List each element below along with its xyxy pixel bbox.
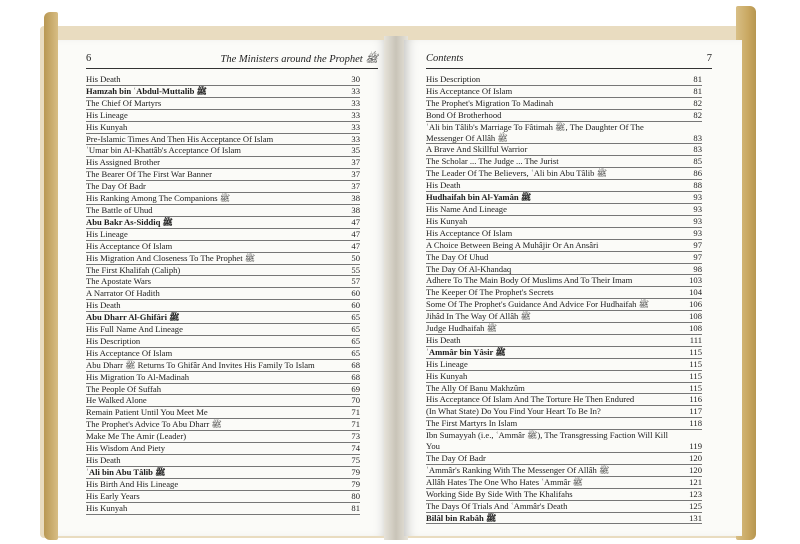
toc-entry-row — [86, 372, 360, 384]
toc-entry-title: The Day Of Al-Khandaq — [426, 263, 512, 274]
toc-entry-row — [86, 276, 360, 288]
toc-entry-title: His Acceptance Of Islam — [86, 347, 173, 358]
toc-entry-row — [86, 336, 360, 348]
toc-entry-page-number: 82 — [693, 97, 702, 108]
right-toc-list — [426, 74, 702, 524]
toc-entry-title: The Bearer Of The First War Banner — [86, 169, 212, 180]
toc-entry-page-number: 81 — [351, 502, 360, 513]
toc-entry-page-number: 118 — [689, 418, 702, 429]
toc-entry-page-number: 37 — [351, 181, 360, 192]
toc-entry-page-number: 93 — [693, 203, 702, 214]
book-cover-left-edge — [44, 12, 58, 540]
toc-entry-page-number: 33 — [351, 97, 360, 108]
toc-chapter-row — [426, 513, 702, 525]
toc-entry-page-number: 98 — [693, 263, 702, 274]
toc-entry-page-number: 79 — [351, 478, 360, 489]
toc-entry-page-number: 68 — [351, 359, 360, 370]
toc-entry-page-number: 75 — [351, 455, 360, 465]
toc-entry-title: His Death — [86, 300, 121, 311]
toc-entry-title: The Day Of Badr — [426, 453, 486, 463]
toc-entry-page-number: 73 — [351, 431, 360, 442]
toc-entry-title: The Prophet's Migration To Madinah — [426, 97, 554, 108]
toc-entry-row — [426, 394, 702, 406]
toc-entry-row — [86, 241, 360, 253]
toc-entry-title: His Early Years — [86, 490, 140, 501]
toc-entry-row — [426, 406, 702, 418]
toc-entry-page-number: 80 — [351, 490, 360, 501]
toc-entry-row — [426, 180, 702, 192]
toc-entry-page-number: 97 — [693, 251, 702, 262]
toc-entry-title: Remain Patient Until You Meet Me — [86, 407, 208, 418]
toc-entry-row — [86, 145, 360, 157]
toc-entry-row — [86, 479, 360, 491]
toc-entry-page-number: 65 — [351, 312, 360, 323]
toc-entry-page-number: 60 — [351, 300, 360, 311]
toc-entry-title: His Death — [426, 180, 461, 191]
toc-entry-page-number: 93 — [693, 227, 702, 238]
toc-entry-row — [426, 453, 702, 465]
toc-entry-title: Bond Of Brotherhood — [426, 109, 502, 120]
toc-entry-title: The People Of Suffah — [86, 383, 162, 394]
toc-entry-title: His Kunyah — [86, 121, 128, 132]
toc-entry-page-number: 119 — [689, 441, 702, 452]
right-page-header — [426, 52, 712, 69]
toc-entry-row — [426, 122, 702, 145]
toc-entry-title: His Full Name And Lineage — [86, 324, 183, 335]
toc-entry-page-number: 50 — [351, 252, 360, 263]
toc-entry-page-number: 35 — [351, 145, 360, 156]
toc-entry-row — [86, 229, 360, 241]
toc-entry-title: His Description — [426, 74, 481, 84]
toc-entry-page-number: 55 — [351, 264, 360, 275]
toc-entry-row — [426, 383, 702, 395]
toc-entry-title: Hamzah bin ʿAbdul-Muttalib ﷺ — [86, 85, 207, 96]
toc-entry-page-number: 47 — [351, 228, 360, 239]
toc-entry-row — [86, 348, 360, 360]
toc-entry-page-number: 65 — [351, 335, 360, 346]
toc-entry-page-number: 115 — [689, 370, 702, 381]
toc-entry-page-number: 33 — [351, 133, 360, 144]
toc-entry-row — [86, 110, 360, 122]
toc-entry-title: Abu Bakr As-Siddiq ﷺ — [86, 216, 173, 227]
toc-entry-title: His Acceptance Of Islam — [426, 85, 513, 96]
toc-entry-page-number: 104 — [689, 287, 702, 298]
toc-entry-row — [426, 228, 702, 240]
toc-entry-row — [426, 240, 702, 252]
toc-entry-row — [86, 360, 360, 372]
toc-entry-page-number: 68 — [351, 371, 360, 382]
toc-entry-row — [86, 384, 360, 396]
toc-entry-title: His Acceptance Of Islam — [426, 227, 513, 238]
toc-entry-title: The Leader Of The Believers, ʿAli bin Abu Tâlib ﷺ — [426, 168, 607, 179]
toc-entry-page-number: 71 — [351, 407, 360, 418]
toc-entry-row — [86, 205, 360, 217]
toc-entry-row — [86, 395, 360, 407]
toc-chapter-row — [86, 217, 360, 229]
toc-entry-title: Abu Dharr ﷺ Returns To Ghifâr And Invites His Family To Islam — [86, 359, 315, 370]
toc-entry-row — [86, 503, 360, 515]
toc-entry-row — [426, 489, 702, 501]
toc-entry-row — [86, 74, 360, 86]
toc-entry-page-number: 115 — [689, 382, 702, 393]
toc-entry-page-number: 71 — [351, 419, 360, 430]
toc-entry-page-number: 123 — [689, 488, 702, 499]
toc-entry-title: The Prophet's Advice To Abu Dharr ﷺ — [86, 419, 222, 430]
toc-entry-page-number: 37 — [351, 157, 360, 168]
toc-entry-title: ʿAmmâr's Ranking With The Messenger Of Allâh ﷺ — [426, 464, 610, 475]
toc-entry-page-number: 108 — [689, 311, 702, 322]
toc-entry-title: His Kunyah — [426, 215, 468, 226]
left-toc-list — [86, 74, 360, 515]
toc-entry-page-number: 116 — [689, 394, 702, 405]
toc-entry-title: His Death — [86, 74, 121, 84]
toc-entry-page-number: 38 — [351, 193, 360, 204]
toc-chapter-row — [86, 86, 360, 98]
toc-entry-row — [426, 275, 702, 287]
toc-entry-title: The Apostate Wars — [86, 276, 152, 287]
toc-entry-title: His Acceptance Of Islam — [86, 240, 173, 251]
toc-entry-page-number: 103 — [689, 275, 702, 286]
toc-entry-row — [86, 134, 360, 146]
toc-entry-page-number: 70 — [351, 395, 360, 406]
toc-entry-row — [86, 157, 360, 169]
toc-entry-title: The Ally Of Banu Makhzûm — [426, 382, 525, 393]
toc-entry-page-number: 37 — [351, 169, 360, 180]
toc-entry-page-number: 120 — [689, 464, 702, 475]
toc-entry-title: Some Of The Prophet's Guidance And Advice For Hudhaifah ﷺ — [426, 299, 650, 310]
toc-entry-title: The Days Of Trials And ʿAmmâr's Death — [426, 500, 568, 511]
toc-entry-row — [426, 311, 702, 323]
toc-entry-title: His Migration And Closeness To The Prophet ﷺ — [86, 252, 256, 263]
toc-entry-title: Judge Hudhaifah ﷺ — [426, 323, 498, 334]
toc-entry-row — [426, 465, 702, 477]
toc-entry-title: His Wisdom And Piety — [86, 443, 165, 454]
toc-entry-title: His Assigned Brother — [86, 157, 160, 168]
toc-entry-page-number: 74 — [351, 443, 360, 454]
toc-entry-row — [426, 418, 702, 430]
toc-entry-title: Abu Dharr Al-Ghifâri ﷺ — [86, 312, 180, 323]
toc-entry-row — [86, 455, 360, 467]
toc-entry-title: ʿAli bin Tâlib's Marriage To Fâtimah ﷺ, The Daughter Of The Messenger Of Allâh ﷺ — [426, 121, 644, 143]
toc-entry-page-number: 47 — [351, 216, 360, 227]
toc-entry-page-number: 65 — [351, 324, 360, 335]
toc-entry-title: Make Me The Amir (Leader) — [86, 431, 187, 442]
toc-entry-row — [426, 430, 702, 453]
toc-entry-row — [86, 324, 360, 336]
toc-entry-title: His Birth And His Lineage — [86, 478, 179, 489]
toc-chapter-row — [426, 347, 702, 359]
toc-entry-page-number: 86 — [693, 168, 702, 179]
toc-entry-page-number: 33 — [351, 121, 360, 132]
toc-entry-row — [426, 204, 702, 216]
toc-entry-page-number: 33 — [351, 85, 360, 96]
toc-entry-title: Pre-Islamic Times And Then His Acceptance Of Islam — [86, 133, 274, 144]
toc-entry-title: A Narrator Of Hadith — [86, 288, 160, 299]
toc-entry-page-number: 69 — [351, 383, 360, 394]
toc-entry-title: He Walked Alone — [86, 395, 147, 406]
toc-entry-page-number: 93 — [693, 215, 702, 226]
toc-entry-page-number: 115 — [689, 358, 702, 369]
toc-entry-page-number: 57 — [351, 276, 360, 287]
toc-entry-row — [426, 144, 702, 156]
toc-entry-title: His Death — [426, 334, 461, 345]
toc-entry-title: His Acceptance Of Islam And The Torture He Then Endured — [426, 394, 635, 405]
toc-entry-page-number: 115 — [689, 346, 702, 357]
toc-entry-title: His Description — [86, 335, 141, 346]
toc-entry-title: Bilâl bin Rabâh ﷺ — [426, 512, 497, 523]
toc-entry-row — [426, 168, 702, 180]
toc-entry-row — [426, 371, 702, 383]
toc-entry-title: The First Khalifah (Caliph) — [86, 264, 181, 275]
toc-entry-row — [426, 86, 702, 98]
toc-entry-title: His Kunyah — [86, 502, 128, 513]
toc-entry-page-number: 33 — [351, 109, 360, 120]
toc-chapter-row — [86, 312, 360, 324]
toc-entry-page-number: 88 — [693, 180, 702, 191]
toc-entry-title: His Migration To Al-Madinah — [86, 371, 190, 382]
toc-entry-title: The Keeper Of The Prophet's Secrets — [426, 287, 554, 298]
toc-entry-page-number: 79 — [351, 466, 360, 477]
toc-entry-page-number: 81 — [693, 74, 702, 84]
toc-entry-title: The Chief Of Martyrs — [86, 97, 162, 108]
toc-entry-page-number: 30 — [351, 74, 360, 84]
toc-entry-title: Allâh Hates The One Who Hates ʿAmmâr ﷺ — [426, 476, 583, 487]
toc-entry-row — [86, 181, 360, 193]
toc-entry-row — [426, 252, 702, 264]
toc-entry-title: Jihâd In The Way Of Allâh ﷺ — [426, 311, 531, 322]
left-page-header — [86, 52, 378, 69]
right-page-number: 7 — [706, 53, 712, 64]
toc-entry-title: His Lineage — [426, 358, 468, 369]
toc-entry-row — [426, 110, 702, 122]
toc-chapter-row — [426, 192, 702, 204]
left-page — [58, 40, 388, 536]
toc-entry-row — [426, 264, 702, 276]
toc-entry-title: A Choice Between Being A Muhâjir Or An Ansâri — [426, 239, 599, 250]
left-page-number: 6 — [86, 53, 92, 64]
toc-entry-title: The First Martyrs In Islam — [426, 418, 518, 429]
toc-entry-page-number: 108 — [689, 323, 702, 334]
toc-entry-row — [86, 98, 360, 110]
toc-entry-title: Ibn Sumayyah (i.e., ʿAmmâr ﷺ), The Transgressing Faction Will Kill You — [426, 430, 668, 452]
toc-entry-page-number: 81 — [693, 85, 702, 96]
toc-entry-page-number: 47 — [351, 240, 360, 251]
toc-entry-page-number: 120 — [689, 453, 702, 463]
toc-entry-page-number: 93 — [693, 192, 702, 203]
toc-entry-row — [86, 288, 360, 300]
left-running-title: The Ministers around the Prophet ﷺ — [220, 54, 378, 65]
toc-entry-row — [86, 169, 360, 181]
toc-entry-title: ʿAmmâr bin Yâsir ﷺ — [426, 346, 506, 357]
toc-entry-page-number: 83 — [693, 132, 702, 143]
toc-entry-title: ʿAli bin Abu Tâlib ﷺ — [86, 466, 166, 477]
toc-entry-title: His Ranking Among The Companions ﷺ — [86, 193, 231, 204]
toc-entry-row — [86, 491, 360, 503]
toc-entry-row — [86, 253, 360, 265]
toc-entry-row — [86, 193, 360, 205]
toc-entry-row — [86, 265, 360, 277]
toc-entry-page-number: 60 — [351, 288, 360, 299]
toc-entry-page-number: 111 — [689, 334, 702, 345]
toc-entry-row — [426, 359, 702, 371]
toc-entry-row — [426, 323, 702, 335]
toc-entry-page-number: 85 — [693, 156, 702, 167]
toc-entry-row — [86, 122, 360, 134]
toc-entry-row — [426, 477, 702, 489]
toc-chapter-row — [86, 467, 360, 479]
toc-entry-page-number: 97 — [693, 239, 702, 250]
toc-entry-page-number: 125 — [689, 500, 702, 511]
toc-entry-row — [426, 156, 702, 168]
toc-entry-row — [426, 216, 702, 228]
toc-entry-row — [426, 501, 702, 513]
toc-entry-title: The Day Of Badr — [86, 181, 146, 192]
right-running-title: Contents — [426, 53, 464, 64]
toc-entry-title: His Death — [86, 455, 121, 465]
toc-entry-row — [426, 335, 702, 347]
toc-entry-title: The Scholar ... The Judge ... The Jurist — [426, 156, 559, 167]
toc-entry-title: His Lineage — [86, 109, 128, 120]
toc-entry-page-number: 82 — [693, 109, 702, 120]
toc-entry-row — [426, 98, 702, 110]
toc-entry-row — [86, 419, 360, 431]
right-page — [404, 40, 742, 536]
toc-entry-title: (In What State) Do You Find Your Heart To Be In? — [426, 406, 601, 417]
toc-entry-page-number: 65 — [351, 347, 360, 358]
toc-entry-row — [426, 287, 702, 299]
toc-entry-title: The Day Of Uhud — [426, 251, 489, 262]
toc-entry-page-number: 106 — [689, 299, 702, 310]
toc-entry-page-number: 117 — [689, 406, 702, 417]
toc-entry-page-number: 131 — [689, 512, 702, 523]
toc-entry-title: Working Side By Side With The Khalifahs — [426, 488, 573, 499]
toc-entry-title: His Lineage — [86, 228, 128, 239]
toc-entry-row — [86, 300, 360, 312]
toc-entry-title: Hudhaifah bin Al-Yamân ﷺ — [426, 192, 532, 203]
toc-entry-row — [426, 74, 702, 86]
toc-entry-page-number: 83 — [693, 144, 702, 155]
toc-entry-row — [86, 431, 360, 443]
toc-entry-title: The Battle of Uhud — [86, 204, 153, 215]
toc-entry-page-number: 38 — [351, 204, 360, 215]
toc-entry-title: ʿUmar bin Al-Khattâb's Acceptance Of Islam — [86, 145, 241, 156]
toc-entry-row — [86, 443, 360, 455]
toc-entry-row — [86, 407, 360, 419]
toc-entry-title: A Brave And Skillful Warrior — [426, 144, 528, 155]
toc-entry-title: His Name And Lineage — [426, 203, 507, 214]
toc-entry-row — [426, 299, 702, 311]
toc-entry-title: His Kunyah — [426, 370, 468, 381]
toc-entry-page-number: 121 — [689, 476, 702, 487]
toc-entry-title: Adhere To The Main Body Of Muslims And To Their Imam — [426, 275, 633, 286]
